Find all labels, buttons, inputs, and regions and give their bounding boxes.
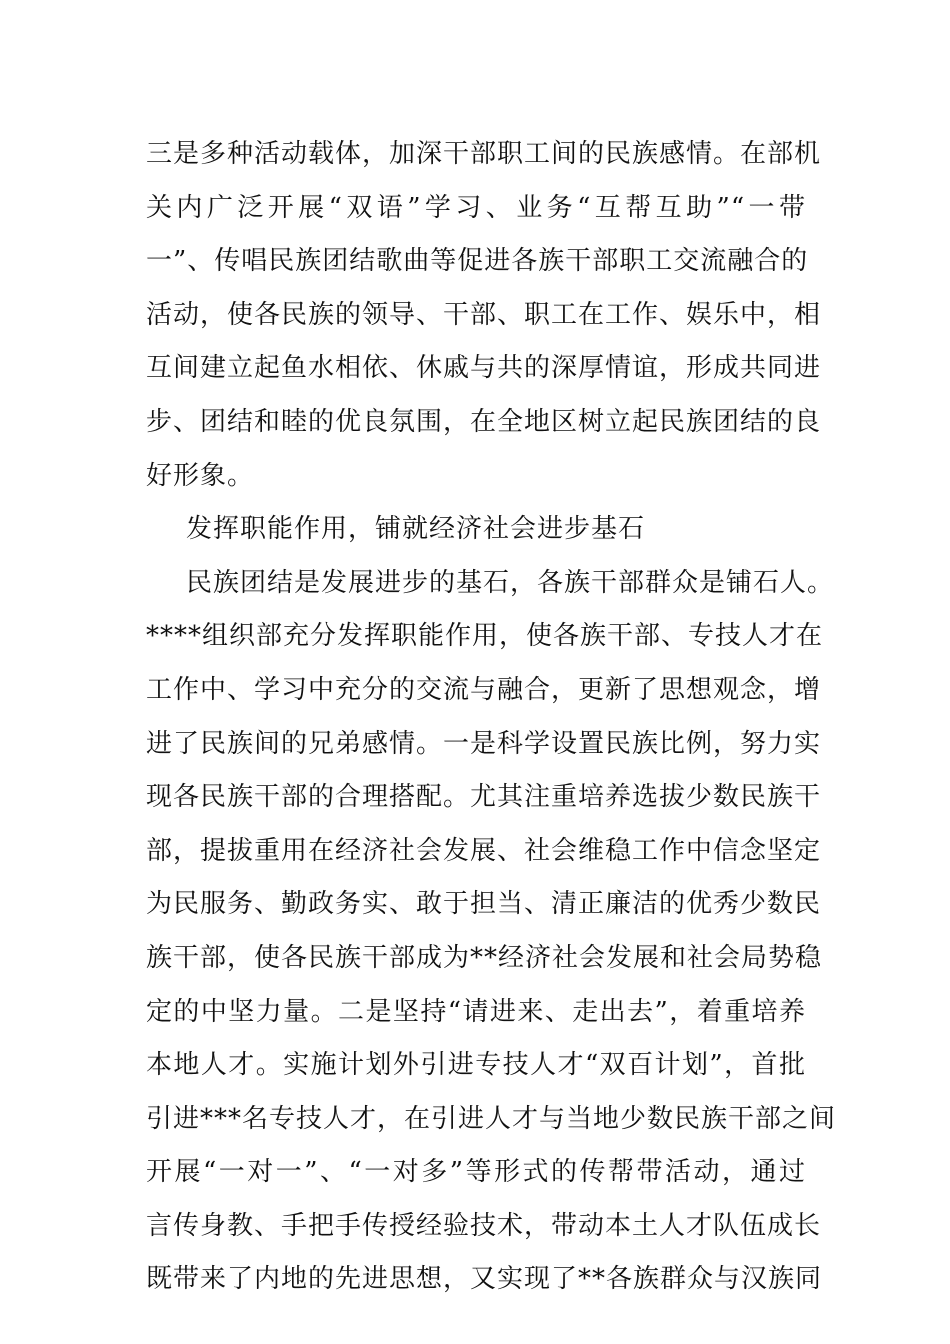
paragraph-line: 民族团结是发展进步的基石，各族干部群众是铺石人。 xyxy=(186,567,835,598)
paragraph-line: 定的中坚力量。二是坚持“请进来、走出去”，着重培养 xyxy=(146,996,806,1027)
paragraph-line: 既带来了内地的先进思想，又实现了**各族群众与汉族同 xyxy=(146,1264,823,1295)
paragraph-line: 三是多种活动载体，加深干部职工间的民族感情。在部机 xyxy=(146,139,822,169)
paragraph-line: 进了民族间的兄弟感情。一是科学设置民族比例，努力实 xyxy=(146,728,822,759)
paragraph-line: 一”、传唱民族团结歌曲等促进各族干部职工交流融合的 xyxy=(146,246,809,277)
paragraph-line: 言传身教、手把手传授经验技术，带动本土人才队伍成长 xyxy=(146,1210,822,1241)
paragraph-line: 为民服务、勤政务实、敢于担当、清正廉洁的优秀少数民 xyxy=(146,889,822,920)
paragraph-line: 开展“一对一”、“一对多”等形式的传帮带活动，通过 xyxy=(146,1157,806,1188)
paragraph-line: 关内广泛开展“双语”学习、业务“互帮互助”“一带 xyxy=(146,192,806,223)
paragraph-line: 工作中、学习中充分的交流与融合，更新了思想观念，增 xyxy=(146,674,822,705)
paragraph-line: 互间建立起鱼水相依、休戚与共的深厚情谊，形成共同进 xyxy=(146,353,822,384)
paragraph-line: 部，提拔重用在经济社会发展、社会维稳工作中信念坚定 xyxy=(146,835,822,866)
paragraph-line: 好形象。 xyxy=(146,460,255,491)
paragraph-line: 引进***名专技人才，在引进人才与当地少数民族干部之间 xyxy=(146,1103,837,1134)
document-body xyxy=(146,128,837,1307)
paragraph-line: 活动，使各民族的领导、干部、职工在工作、娱乐中，相 xyxy=(146,299,822,330)
paragraph-line: ****组织部充分发挥职能作用，使各族干部、专技人才在 xyxy=(146,621,824,652)
section-heading: 发挥职能作用，铺就经济社会进步基石 xyxy=(186,514,646,545)
paragraph-line: 本地人才。实施计划外引进专技人才“双百计划”，首批 xyxy=(146,1050,806,1081)
paragraph-line: 族干部，使各民族干部成为**经济社会发展和社会局势稳 xyxy=(146,942,823,973)
paragraph-line: 现各民族干部的合理搭配。尤其注重培养选拔少数民族干 xyxy=(146,782,822,813)
paragraph-line: 步、团结和睦的优良氛围，在全地区树立起民族团结的良 xyxy=(146,406,822,437)
